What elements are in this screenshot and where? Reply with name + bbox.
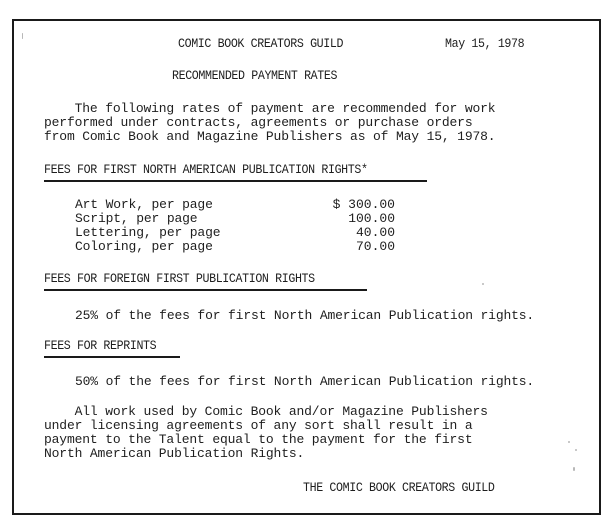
document-page xyxy=(12,19,601,515)
scan-speck xyxy=(568,441,570,443)
rate-amount-script: 100.00 xyxy=(348,211,395,226)
intro-line-1: The following rates of payment are recommended for work xyxy=(44,101,496,116)
rate-amount-coloring: 70.00 xyxy=(355,239,395,254)
licensing-line-1: All work used by Comic Book and/or Magazine Publishers xyxy=(44,404,488,419)
heading-underline xyxy=(44,356,180,358)
section-heading-reprints: FEES FOR REPRINTS xyxy=(44,339,157,353)
rate-item-art-work: Art Work, per page xyxy=(75,197,213,212)
scan-speck xyxy=(22,33,23,39)
scan-speck xyxy=(575,449,577,451)
rate-amount-lettering: 40.00 xyxy=(355,225,395,240)
scan-speck xyxy=(573,467,575,471)
section-heading-foreign: FEES FOR FOREIGN FIRST PUBLICATION RIGHTS xyxy=(44,272,315,286)
foreign-rate-text: 25% of the fees for first North American Publication rights. xyxy=(75,308,535,323)
intro-line-2: performed under contracts, agreements or purchase orders xyxy=(44,115,473,130)
reprint-rate-text: 50% of the fees for first North American Publication rights. xyxy=(75,374,535,389)
rate-amount-art-work: $ 300.00 xyxy=(332,197,395,212)
rate-item-script: Script, per page xyxy=(75,211,198,226)
rate-item-coloring: Coloring, per page xyxy=(75,239,213,254)
intro-line-3: from Comic Book and Magazine Publishers as of May 15, 1978. xyxy=(44,129,496,144)
licensing-line-3: payment to the Talent equal to the payment for the first xyxy=(44,432,473,447)
document-date: May 15, 1978 xyxy=(445,37,525,51)
heading-underline xyxy=(44,289,367,291)
rate-item-lettering: Lettering, per page xyxy=(75,225,221,240)
organization-name: COMIC BOOK CREATORS GUILD xyxy=(178,37,344,51)
heading-underline xyxy=(44,180,427,182)
licensing-line-4: North American Publication Rights. xyxy=(44,446,305,461)
section-heading-north-american: FEES FOR FIRST NORTH AMERICAN PUBLICATION RIGHTS* xyxy=(44,163,368,177)
licensing-line-2: under licensing agreements of any sort shall result in a xyxy=(44,418,473,433)
scan-speck xyxy=(482,283,484,285)
document-title: RECOMMENDED PAYMENT RATES xyxy=(172,69,338,83)
signature: THE COMIC BOOK CREATORS GUILD xyxy=(303,481,495,495)
